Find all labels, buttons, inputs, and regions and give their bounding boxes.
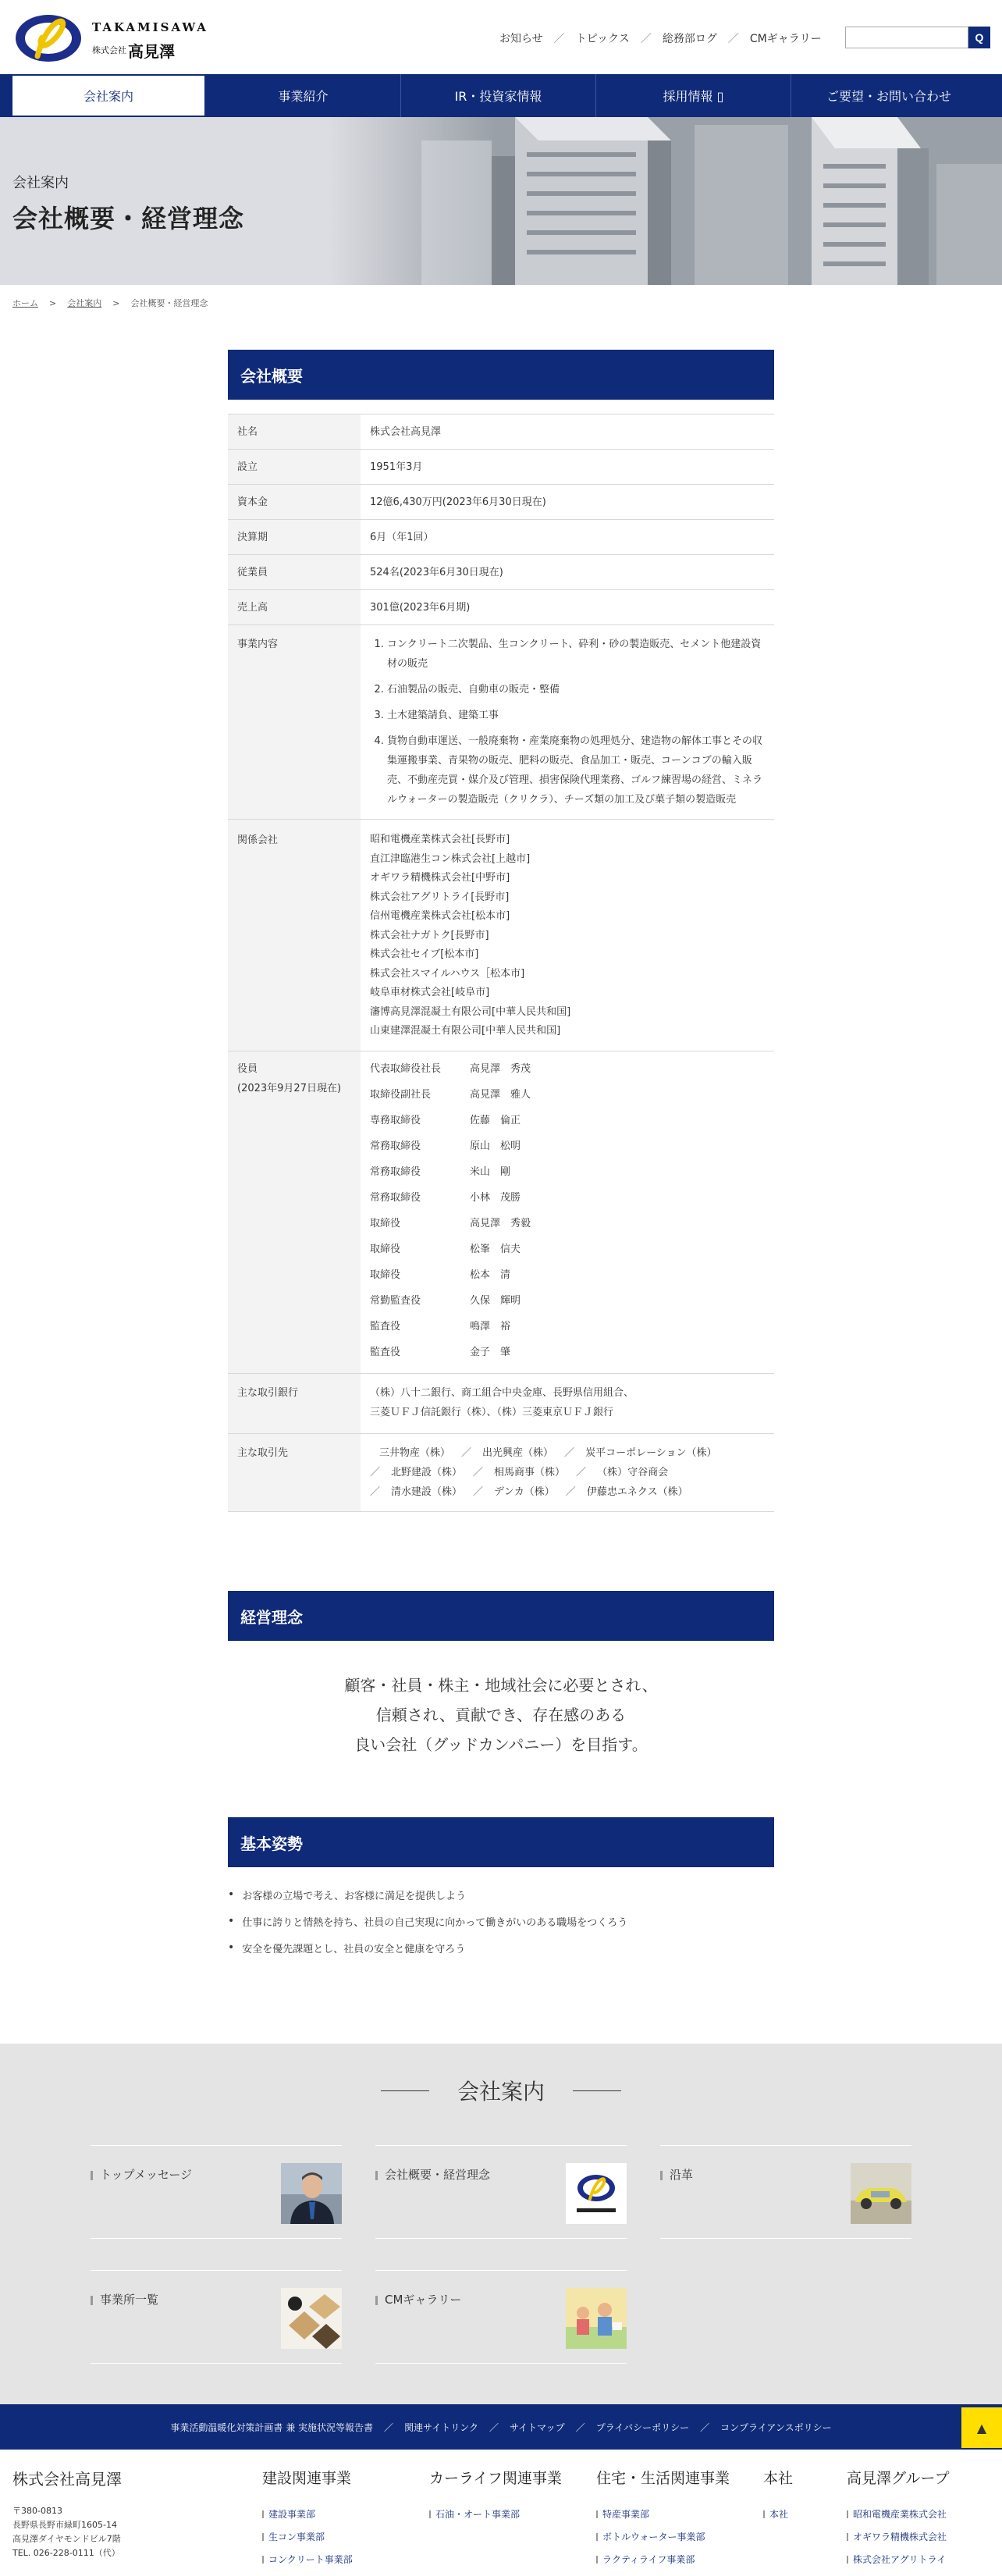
card-label: CMギャラリー [385,2293,462,2307]
card-offices[interactable] [91,2270,342,2364]
logo-thumb-icon [566,2163,627,2224]
hero-subtitle: 会社案内 [12,175,69,191]
footer-separator: ／ [384,2421,394,2433]
footer-col-link[interactable]: ラクティライフ事業部 [596,2548,730,2571]
partner-separator: ／ [473,1466,484,1478]
officer-name: 久保 輝明 [470,1294,521,1307]
partner-separator: ／ [370,1466,381,1478]
company-logo[interactable] [14,11,208,66]
officer-name: 高見澤 秀毅 [470,1217,531,1229]
card-overview-philosophy[interactable] [375,2145,627,2239]
footer-separator: ／ [575,2421,585,2433]
affiliate-item: 直江津臨港生コン株式会社[上越市] [370,852,531,865]
card-label: トップメッセージ [100,2168,193,2182]
officer-position: 取締役 [370,1243,401,1255]
logo-japanese: 高見澤 [128,42,175,61]
nav-item-contact[interactable]: ご要望・お問い合わせ [826,89,951,104]
global-nav [0,74,1002,117]
officer-name: 米山 剛 [470,1165,511,1178]
footer-col-carlife [429,2467,562,2525]
row-value: 1951年3月 [361,450,774,485]
row-value: 株式会社高見澤 [361,415,774,450]
affiliate-item: 瀋博高見澤混凝土有限公司[中華人民共和国] [370,1005,571,1018]
row-label: 売上高 [228,590,361,625]
officer-position: 常務取締役 [370,1140,421,1152]
business-list [370,635,765,809]
footer-separator: ／ [489,2421,499,2433]
table-row [228,590,774,625]
row-label: 従業員 [228,555,361,590]
search-button[interactable]: Q [968,27,990,48]
page-title: 会社概要・経営理念 [12,204,245,233]
partner-name: 北野建設（株） [391,1466,463,1478]
row-label: 決算期 [228,520,361,555]
officer-position: 取締役 [370,1268,401,1281]
business-item: 1. コンクリート二次製品、生コンクリート、砕利・砂の製造販売、セメント他建設資材の販売 [387,635,765,674]
footer-col-heading: 建設関連事業 [262,2470,352,2487]
card-top-message[interactable] [91,2145,342,2239]
card-label: 会社概要・経営理念 [385,2168,491,2182]
building-aerial-photo [328,117,1002,285]
officer-name: 高見澤 雅人 [470,1088,531,1101]
table-row-banks [228,1373,774,1433]
address-line: 〒380-0813 [12,2506,62,2516]
row-value: 6月（年1回） [361,520,774,555]
footer-col-link[interactable]: 株式会社アグリトライ [847,2548,949,2571]
takamisawa-logo-icon [14,11,83,66]
partner-name: デンカ（株） [494,1485,555,1498]
page-hero [0,117,1002,285]
officer-position: 取締役副社長 [370,1088,432,1101]
row-label: 事業内容 [228,625,361,820]
affiliate-item: 山東建澤混凝土有限公司[中華人民共和国] [370,1025,561,1037]
partner-line [370,1463,765,1482]
officer-row [370,1236,765,1262]
row-value: 301億(2023年6月期) [361,590,774,625]
util-link-blog[interactable]: 総務部ログ [662,33,717,45]
officer-name: 原山 松明 [470,1140,521,1152]
table-row [228,485,774,520]
partner-separator: ／ [461,1446,472,1459]
officer-row [370,1159,765,1185]
card-history[interactable] [660,2145,911,2239]
policy-item: • 仕事に誇りと情熱を持ち、社員の自己実現に向かって働きがいのある職場をつくろう [228,1908,774,1934]
util-link-news[interactable]: お知らせ [499,33,543,45]
nav-item-business[interactable]: 事業紹介 [206,74,401,117]
officer-position: 監査役 [370,1346,401,1358]
business-item: 2. 石油製品の販売、自動車の販売・整備 [387,680,765,699]
officer-position: 専務取締役 [370,1114,421,1126]
officer-name: 佐藤 倫正 [470,1114,521,1126]
company-info-band [0,2044,1002,2404]
partner-name: 三井物産（株） [379,1446,451,1459]
footer-separator: ／ [700,2421,710,2433]
company-info-title: 会社案内 [457,2079,545,2105]
table-row [228,520,774,555]
footer-col-link[interactable]: 昭和電機産業株式会社 [847,2503,949,2525]
philosophy-line: 良い会社（グッドカンパニー）を目指す。 [354,1735,648,1754]
affiliate-item: 昭和電機産業株式会社[長野市] [370,834,510,845]
business-item: 3. 土木建築請負、建築工事 [387,706,765,725]
partner-name: 相馬商事（株） [494,1466,566,1478]
partner-name: （株）守谷商会 [597,1466,669,1478]
util-separator: ／ [640,33,652,45]
officer-name: 高見澤 秀茂 [470,1062,531,1075]
officer-name: 松本 清 [470,1268,511,1281]
cm-gallery-photo-icon [566,2288,627,2349]
partner-line [370,1482,765,1502]
logo-kabushiki: 株式会社 [92,45,126,55]
bank-line: （株）八十二銀行、商工組合中央金庫、長野県信用組合、 [370,1386,634,1399]
row-label: 関係会社 [228,820,361,1051]
officer-row [370,1340,765,1365]
footer-col-link[interactable]: オギワラ精機株式会社 [847,2525,949,2548]
officer-row [370,1288,765,1314]
officer-row [370,1314,765,1340]
officers-label: 役員 [237,1062,258,1075]
officer-name: 金子 肇 [470,1346,511,1358]
business-item: 4. 貨物自動車運送、一般廃棄物・産業廃棄物の処理処分、建造物の解体工事とその収集運搬事業、青果物の販売、肥料の販売、食品加工・販売、コーンコブの輸入販売、不動産売買・媒介及び管理、損害保険代理業務、ゴルフ練習場の経営、ミネラルウォーターの製造販売（クリクラ）、チーズ類の加工及び菓子類の製造販売 [387,731,765,809]
util-separator: ／ [553,33,565,45]
footer-link-privacy[interactable]: プライバシーポリシー [595,2421,690,2433]
card-marker [91,2171,93,2180]
footer-col-heading: カーライフ関連事業 [429,2470,562,2487]
officers-list [361,1051,774,1373]
footer-col-link[interactable]: 石油・オート事業部 [429,2503,562,2525]
partner-separator: ／ [565,1485,576,1498]
footer-link-bar [0,2404,1002,2450]
partner-separator: ／ [370,1485,381,1498]
footer-col-heading: 高見澤グループ [847,2470,950,2487]
breadcrumb-separator: > [112,297,120,308]
officer-position: 代表取締役社長 [370,1062,442,1075]
affiliate-item: 株式会社アグリトライ[長野市] [370,891,510,903]
search-input[interactable] [845,27,968,48]
partner-separator: ／ [576,1466,587,1478]
footer-col-heading: 本社 [763,2470,794,2487]
partner-name: 伊藤忠エネクス（株） [586,1485,688,1498]
policy-item: • 安全を優先課題とし、社員の安全と健康を守ろう [228,1934,774,1961]
table-row [228,555,774,590]
officer-position: 取締役 [370,1217,401,1229]
footer-company-name: 株式会社高見澤 [12,2470,122,2489]
policy-item: • お客様の立場で考え、お客様に満足を提供しよう [228,1881,774,1908]
philosophy-line: 信頼され、貢献でき、存在感のある [375,1706,627,1724]
page-top-button[interactable]: ▲ [961,2407,1002,2448]
footer-link-climate-report[interactable]: 事業活動温暖化対策計画書 兼 実施状況等報告書 [170,2421,374,2433]
address-line: TEL. 026-228-0111（代） [12,2548,120,2558]
row-label: 主な取引銀行 [228,1373,361,1433]
logo-english: TAKAMISAWA [92,20,208,34]
officer-row [370,1133,765,1159]
partner-separator: ／ [473,1485,484,1498]
officer-name: 松峯 信夫 [470,1243,521,1255]
util-link-topics[interactable]: トピックス [575,33,630,45]
office-photo-icon [281,2288,342,2349]
philosophy-line: 顧客・社員・株主・地域社会に必要とされ、 [344,1676,658,1695]
affiliate-item: オギワラ精機株式会社[中野市] [370,872,510,884]
policy-heading: 基本姿勢 [228,1817,774,1867]
officer-name: 小林 茂勝 [470,1191,521,1204]
title-rule [381,2090,429,2091]
address-line: 長野県長野市緑町1605-14 [12,2520,117,2530]
nav-item-company[interactable]: 会社案内 [11,74,206,117]
footer-col-link[interactable]: 建設事業部 [262,2503,353,2525]
footer-link-sitemap[interactable]: サイトマップ [510,2421,565,2433]
bank-line: 三菱ＵＦＪ信託銀行（株）、（株）三菱東京ＵＦＪ銀行 [370,1406,614,1418]
site-footer [0,2450,1002,2576]
table-row-partners [228,1433,774,1511]
officer-row [370,1185,765,1211]
partner-name: 清水建設（株） [391,1485,463,1498]
affiliates-list [361,820,774,1051]
util-link-cm-gallery[interactable]: CMギャラリー [749,33,822,45]
footer-link-compliance[interactable]: コンプライアンスポリシー [720,2421,832,2433]
card-marker [375,2296,378,2305]
philosophy-text [228,1670,774,1759]
affiliate-item: 株式会社スマイルハウス［松本市] [370,967,525,980]
affiliate-item: 株式会社ナガトク[長野市] [370,929,489,941]
row-value: 12億6,430万円(2023年6月30日現在) [361,485,774,520]
officer-position: 監査役 [370,1320,401,1332]
officer-position: 常勤監査役 [370,1294,421,1307]
row-label: 設立 [228,450,361,485]
partners-value [361,1433,774,1511]
affiliate-item: 株式会社セイブ[松本市] [370,948,479,960]
nav-item-ir[interactable]: IR・投資家情報 [401,74,596,117]
footer-col-heading: 住宅・生活関連事業 [596,2470,730,2487]
table-row-officers [228,1051,774,1373]
utility-links [499,30,822,47]
row-label: 資本金 [228,485,361,520]
officer-row [370,1211,765,1236]
breadcrumb-company[interactable]: 会社案内 [67,298,102,308]
card-marker [375,2171,378,2180]
officer-position: 常務取締役 [370,1191,421,1204]
footer-col-construction [262,2467,353,2571]
breadcrumb-home[interactable]: ホーム [12,298,38,308]
row-label [228,1051,361,1373]
officer-position: 常務取締役 [370,1165,421,1178]
officer-row [370,1262,765,1288]
officer-row [370,1056,765,1082]
footer-col-link[interactable]: 本社 [763,2503,793,2525]
footer-col-link[interactable]: 特産事業部 [596,2503,730,2525]
footer-col-living [596,2467,730,2571]
partner-name: 出光興産（株） [482,1446,554,1459]
card-cm-gallery[interactable] [375,2270,627,2364]
philosophy-heading: 経営理念 [228,1591,774,1641]
banks-value [361,1373,774,1433]
card-marker [660,2171,663,2180]
partner-separator: ／ [564,1446,575,1459]
row-value: 524名(2023年6月30日現在) [361,555,774,590]
footer-col-link[interactable]: ボトルウォーター事業部 [596,2525,730,2548]
footer-col-headquarters [763,2467,793,2525]
row-label: 主な取引先 [228,1433,361,1511]
overview-heading: 会社概要 [228,350,774,400]
footer-address [12,2504,121,2560]
partner-name: 炭平コーポレーション（株） [585,1446,717,1459]
footer-link-related-sites[interactable]: 関連サイトリンク [404,2421,478,2433]
affiliate-item: 信州電機産業株式会社[松本市] [370,910,510,922]
card-label: 沿革 [670,2168,694,2182]
util-separator: ／ [727,33,739,45]
footer-col-group [847,2467,949,2571]
officer-row [370,1082,765,1108]
partner-line [370,1443,765,1463]
officer-name: 鳴澤 裕 [470,1320,511,1332]
policy-list [228,1881,774,1961]
title-rule [573,2090,621,2091]
breadcrumb [12,297,208,309]
affiliate-item: 岐阜車材株式会社[岐阜市] [370,987,490,998]
history-car-photo-icon [851,2163,911,2224]
card-marker [91,2296,93,2305]
table-row [228,450,774,485]
officer-row [370,1108,765,1133]
address-line: 高見澤ダイヤモンドビル7階 [12,2534,121,2544]
footer-col-link[interactable]: 生コン事業部 [262,2525,353,2548]
nav-item-recruit[interactable]: 採用情報 ▯ [596,74,791,117]
row-label: 社名 [228,415,361,450]
table-row-business [228,625,774,820]
card-label: 事業所一覧 [100,2293,159,2307]
officers-date: (2023年9月27日現在) [237,1082,342,1094]
footer-col-link[interactable]: コンクリート事業部 [262,2548,353,2571]
breadcrumb-current: 会社概要・経営理念 [130,298,208,308]
breadcrumb-separator: > [49,297,57,308]
table-row-affiliates [228,820,774,1051]
company-info-title-wrap [0,2075,1002,2106]
site-header [0,0,1002,74]
president-photo-icon [281,2163,342,2224]
overview-table [228,414,774,1512]
table-row [228,415,774,450]
